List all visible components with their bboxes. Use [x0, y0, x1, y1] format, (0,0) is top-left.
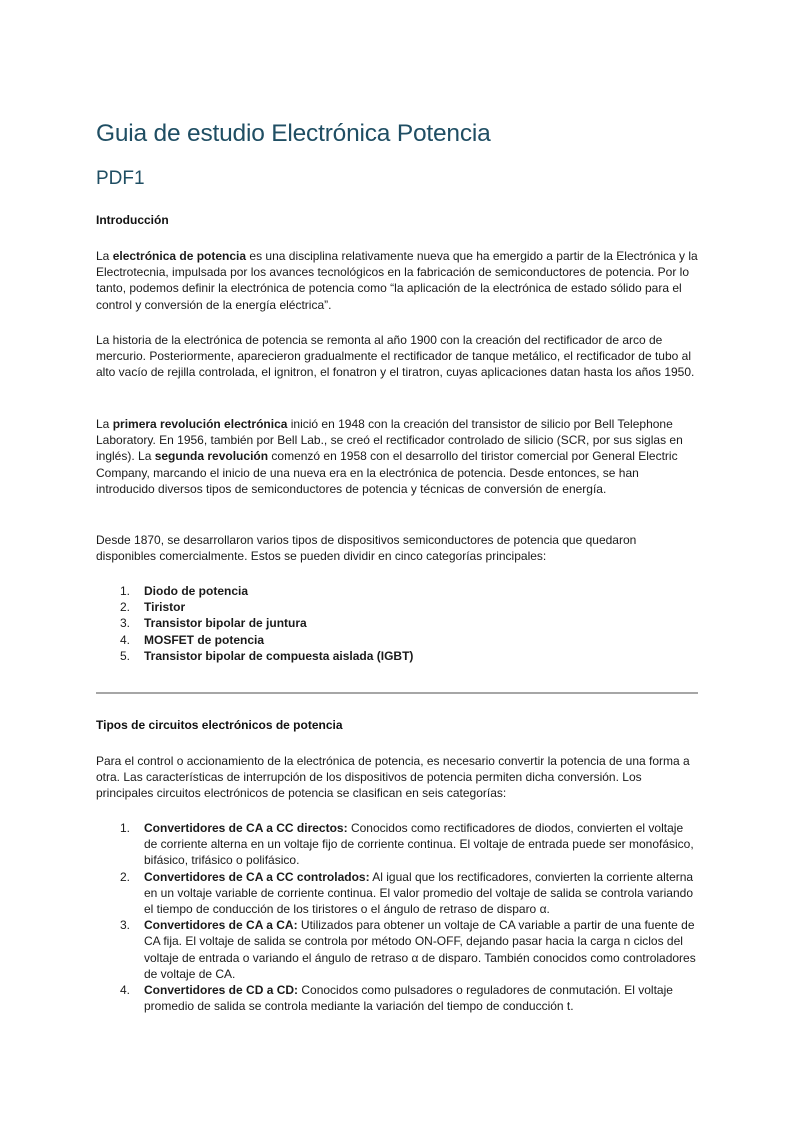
list-item: 2. Tiristor — [120, 600, 186, 615]
circuits-paragraph-1: Para el control o accionamiento de la electrónica de potencia, es necesario convertir la potencia de una forma a otra. Las características de interrupción de los dispositivos de potencia permiten dicha conversión. Los principales circuitos electrónicos de potencia se clasifican en seis categorías: — [96, 754, 690, 801]
list-item: 4. Convertidores de CD a CD: Conocidos como pulsadores o reguladores de conmutación. El voltaje promedio de salida se controla mediante la variación del tiempo de conducción t. — [120, 983, 673, 1014]
intro-paragraph-3: La primera revolución electrónica inició en 1948 con la creación del transistor de silicio por Bell Telephone Laboratory. En 1956, también por Bell Lab., se creó el rectificador controlado de silicio (SCR, por sus siglas en inglés). La segunda revolución comenzó en 1958 con el desarrollo del tiristor comercial por General Electric Company, marcando el inicio de una nueva era en la electrónica de potencia. Desde entonces, se han introducido diversos tipos de semiconductores de potencia y técnicas de conversión de energía. — [96, 417, 683, 496]
section-divider — [96, 692, 698, 694]
document-subtitle: PDF1 — [96, 168, 145, 189]
list-item: 3. Transistor bipolar de juntura — [120, 616, 307, 631]
section-heading-tipos-circuitos: Tipos de circuitos electrónicos de potencia — [96, 718, 343, 732]
document-title: Guia de estudio Electrónica Potencia — [96, 120, 491, 147]
section-heading-introduccion: Introducción — [96, 213, 169, 227]
list-item: 2. Convertidores de CA a CC controlados: Al igual que los rectificadores, convierten la corriente alterna en un voltaje variable de corriente continua. El valor promedio del voltaje de salida se controla variando el tiempo de conducción de los tiristores o el ángulo de retraso de disparo α. — [120, 869, 694, 917]
list-item: 4. MOSFET de potencia — [120, 632, 265, 647]
list-item: 3. Convertidores de CA a CA: Utilizados para obtener un voltaje de CA variable a partir de una fuente de CA fija. El voltaje de salida se controla por método ON-OFF, dejando pasar hacia la carga n ciclos del voltaje de entrada o variando el ángulo de retraso α de disparo. También conocidos como controladores de voltaje de CA. — [120, 918, 696, 981]
intro-paragraph-1: La electrónica de potencia es una disciplina relativamente nueva que ha emergido a partir de la Electrónica y la Electrotecnia, impulsada por los avances tecnológicos en la fabricación de semiconductores de potencia. Por lo tanto, podemos definir la electrónica de potencia como “la aplicación de la electrónica de estado sólido para el control y conversión de la energía eléctrica”. — [96, 249, 698, 312]
circuit-types-list — [96, 820, 698, 1014]
intro-paragraph-4: Desde 1870, se desarrollaron varios tipos de dispositivos semiconductores de potencia que quedaron disponibles comercialmente. Estos se pueden dividir en cinco categorías principales: — [96, 533, 637, 564]
list-item: 1. Diodo de potencia — [120, 584, 249, 598]
semiconductor-categories-list — [96, 583, 698, 664]
intro-paragraph-2: La historia de la electrónica de potencia se remonta al año 1900 con la creación del rectificador de arco de mercurio. Posteriormente, aparecieron gradualmente el rectificador de tanque metálico, el rectificador de tubo al alto vacío de rejilla controlada, el ignitron, el fonatron y el tiratron, cuyas aplicaciones datan hasta los años 1950. — [96, 333, 695, 380]
list-item: 5. Transistor bipolar de compuesta aislada (IGBT) — [120, 648, 414, 663]
list-item: 1. Convertidores de CA a CC directos: Conocidos como rectificadores de diodos, convierten el voltaje de corriente alterna en un voltaje fijo de corriente continua. El voltaje de entrada puede ser monofásico, bifásico, trifásico o polifásico. — [120, 821, 694, 868]
